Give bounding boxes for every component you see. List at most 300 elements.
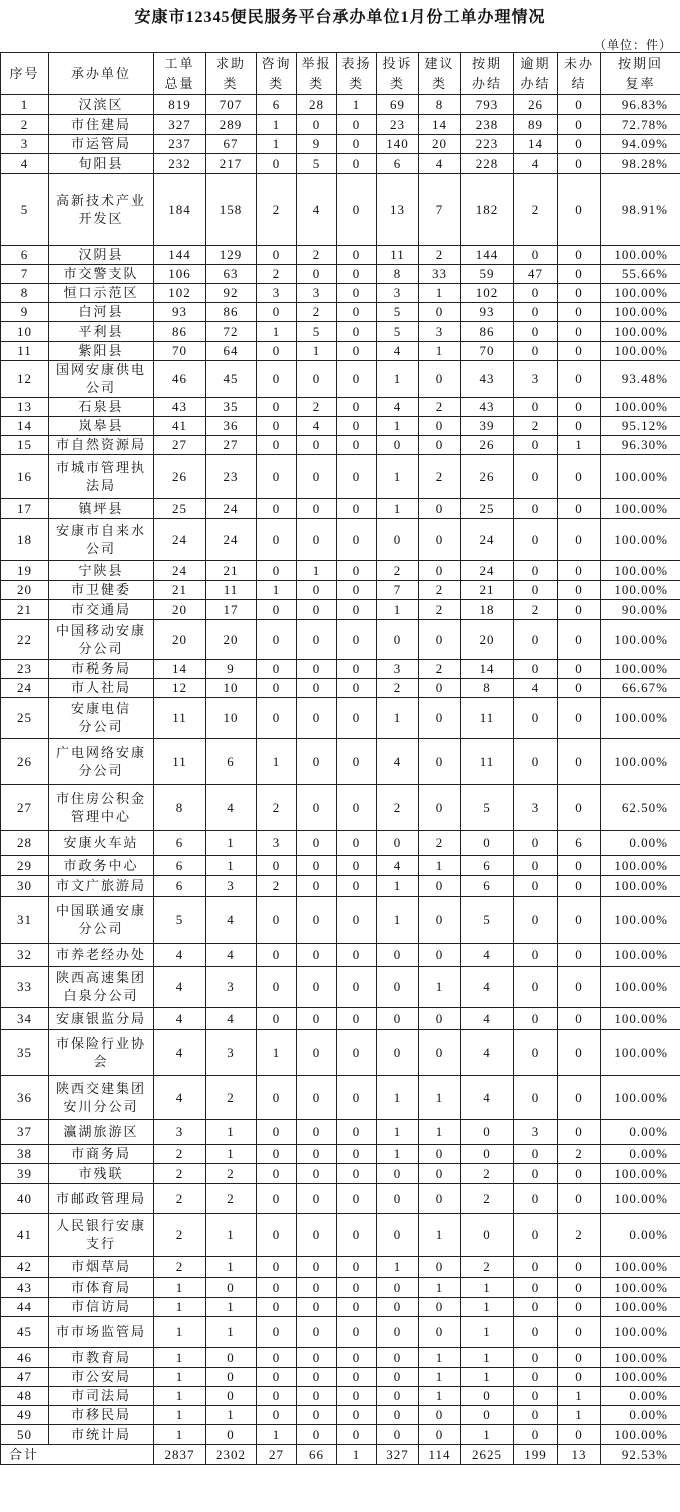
praise-count: 0 [337,265,377,284]
praise-count: 0 [337,499,377,519]
suggestion-count: 0 [419,1425,461,1445]
on-time-rate: 96.30% [601,436,680,455]
unit-name [49,897,154,944]
on-time-count: 8 [461,679,514,698]
table-row [1,284,680,303]
row-no: 22 [1,620,49,660]
row-no: 16 [1,455,49,499]
unfinished-count: 0 [558,1120,601,1145]
report-count: 0 [297,698,337,739]
row-no: 5 [1,174,49,246]
suggestion-count: 1 [419,342,461,361]
complaint-count: 1 [377,361,419,398]
consult-count: 0 [257,1257,297,1278]
sum-help-count: 2302 [206,1445,257,1465]
row-no: 10 [1,322,49,342]
on-time-rate: 98.91% [601,174,680,246]
on-time-rate: 100.00% [601,499,680,519]
on-time-count: 144 [461,246,514,265]
suggestion-count: 0 [419,561,461,581]
on-time-rate: 100.00% [601,739,680,785]
table-row [1,1368,680,1387]
consult-count: 0 [257,1145,297,1164]
total-label: 合计 [1,1445,154,1465]
table-row [1,1257,680,1278]
overdue-count: 0 [514,1257,558,1278]
total-count: 86 [154,322,206,342]
overdue-count: 89 [514,115,558,135]
report-count: 4 [297,174,337,246]
praise-count: 0 [337,1387,377,1406]
unit-name-text: 市运管局 [70,136,131,151]
suggestion-count: 1 [419,284,461,303]
unit-name-text: 市体育局 [70,1279,131,1295]
complaint-count: 4 [377,398,419,417]
report-count: 0 [297,499,337,519]
unfinished-count: 0 [558,1008,601,1030]
praise-count: 0 [337,1184,377,1214]
unfinished-count: 1 [558,1406,601,1425]
praise-count: 0 [337,1425,377,1445]
praise-count: 0 [337,519,377,561]
help-count: 20 [206,620,257,660]
praise-count: 0 [337,1030,377,1076]
suggestion-count: 0 [419,1030,461,1076]
unit-name [49,342,154,361]
row-no: 23 [1,660,49,679]
row-no: 9 [1,303,49,322]
consult-count: 2 [257,785,297,831]
praise-count: 0 [337,698,377,739]
praise-count: 1 [337,95,377,115]
unit-name-text: 中国移动安康分公司 [55,622,146,656]
report-count: 0 [297,856,337,876]
sum-suggestion-count: 114 [419,1445,461,1465]
overdue-count: 0 [514,519,558,561]
row-no: 11 [1,342,49,361]
on-time-count: 0 [461,1214,514,1257]
work-order-table [0,52,680,1465]
on-time-rate: 100.00% [601,660,680,679]
praise-count: 0 [337,284,377,303]
table-row [1,1348,680,1368]
praise-count: 0 [337,944,377,967]
overdue-count: 0 [514,246,558,265]
unit-name [49,620,154,660]
total-count: 26 [154,455,206,499]
total-count: 1 [154,1406,206,1425]
unfinished-count: 0 [558,154,601,174]
consult-count: 0 [257,455,297,499]
unit-name [49,679,154,698]
table-row [1,303,680,322]
overdue-count: 0 [514,1348,558,1368]
suggestion-count: 1 [419,967,461,1008]
consult-count: 0 [257,679,297,698]
total-count: 4 [154,944,206,967]
on-time-count: 1 [461,1317,514,1348]
row-no: 45 [1,1317,49,1348]
row-no: 31 [1,897,49,944]
column-header-label: 未办结 [563,55,594,91]
complaint-count: 0 [377,1298,419,1317]
complaint-count: 2 [377,785,419,831]
sum-overdue-count: 199 [514,1445,558,1465]
overdue-count: 2 [514,600,558,620]
unfinished-count: 0 [558,1368,601,1387]
on-time-count: 39 [461,417,514,436]
total-count: 1 [154,1317,206,1348]
table-row [1,342,680,361]
unfinished-count: 0 [558,561,601,581]
table-row [1,1278,680,1298]
unit-name-text: 汉滨区 [78,96,124,112]
sum-on-time-rate: 92.53% [601,1445,680,1465]
unit-name-text: 宁陕县 [78,562,124,578]
help-count: 3 [206,876,257,897]
unit-name [49,698,154,739]
suggestion-count: 1 [419,1368,461,1387]
unit-name [49,1368,154,1387]
table-row [1,831,680,856]
help-count: 63 [206,265,257,284]
row-no: 4 [1,154,49,174]
praise-count: 0 [337,660,377,679]
unfinished-count: 0 [558,1164,601,1184]
table-row [1,600,680,620]
column-header-label: 承办单位 [70,65,131,81]
table-row [1,1164,680,1184]
suggestion-count: 0 [419,1257,461,1278]
table-header [1,53,680,95]
on-time-count: 5 [461,897,514,944]
complaint-count: 0 [377,1368,419,1387]
unit-name-text: 广电网络安康分公司 [55,744,146,778]
overdue-count: 0 [514,499,558,519]
on-time-count: 26 [461,436,514,455]
overdue-count: 0 [514,1008,558,1030]
overdue-count: 0 [514,831,558,856]
help-count: 3 [206,1030,257,1076]
report-count: 0 [297,1214,337,1257]
help-count: 23 [206,455,257,499]
on-time-count: 5 [461,785,514,831]
column-header-label: 举报类 [301,55,332,91]
overdue-count: 0 [514,660,558,679]
table-row [1,115,680,135]
unit-name-text: 白河县 [78,304,124,319]
on-time-count: 24 [461,519,514,561]
total-count: 4 [154,1076,206,1120]
table-body [1,95,680,1465]
unfinished-count: 0 [558,174,601,246]
on-time-count: 86 [461,322,514,342]
total-count: 327 [154,115,206,135]
consult-count: 1 [257,322,297,342]
overdue-count: 0 [514,1298,558,1317]
unfinished-count: 0 [558,499,601,519]
unit-name-text: 市政务中心 [63,857,139,873]
consult-count: 0 [257,620,297,660]
complaint-count: 11 [377,246,419,265]
unit-name-text: 市商务局 [70,1146,131,1161]
report-count: 28 [297,95,337,115]
overdue-count: 0 [514,1387,558,1406]
header-help [206,53,257,95]
consult-count: 0 [257,361,297,398]
total-count: 46 [154,361,206,398]
consult-count: 0 [257,967,297,1008]
unfinished-count: 0 [558,455,601,499]
suggestion-count: 0 [419,876,461,897]
sum-unfinished-count: 13 [558,1445,601,1465]
unfinished-count: 0 [558,1076,601,1120]
row-no: 18 [1,519,49,561]
unit-name-text: 市养老经办处 [55,947,146,962]
unfinished-count: 0 [558,135,601,154]
praise-count: 0 [337,436,377,455]
unit-name [49,284,154,303]
suggestion-count: 8 [419,95,461,115]
on-time-count: 1 [461,1348,514,1368]
help-count: 10 [206,698,257,739]
overdue-count: 4 [514,154,558,174]
unit-name [49,600,154,620]
total-count: 20 [154,620,206,660]
suggestion-count: 0 [419,361,461,398]
row-no: 3 [1,135,49,154]
help-count: 1 [206,1257,257,1278]
on-time-count: 4 [461,944,514,967]
row-no: 41 [1,1214,49,1257]
unit-name [49,1145,154,1164]
help-count: 1 [206,856,257,876]
suggestion-count: 1 [419,1387,461,1406]
sum-report-count: 66 [297,1445,337,1465]
total-count: 12 [154,679,206,698]
unfinished-count: 0 [558,620,601,660]
suggestion-count: 0 [419,519,461,561]
on-time-rate: 72.78% [601,115,680,135]
unit-name [49,174,154,246]
unit-name-text: 市邮政管理局 [55,1190,146,1206]
unit-name-text: 人民银行安康支行 [55,1218,146,1251]
help-count: 1 [206,831,257,856]
praise-count: 0 [337,361,377,398]
row-no: 39 [1,1164,49,1184]
unit-name [49,1164,154,1184]
on-time-count: 1 [461,1278,514,1298]
on-time-rate: 100.00% [601,581,680,600]
overdue-count: 47 [514,265,558,284]
praise-count: 0 [337,1257,377,1278]
unfinished-count: 0 [558,581,601,600]
praise-count: 0 [337,1317,377,1348]
on-time-count: 223 [461,135,514,154]
report-count: 0 [297,1406,337,1425]
on-time-count: 1 [461,1368,514,1387]
overdue-count: 0 [514,1368,558,1387]
suggestion-count: 33 [419,265,461,284]
on-time-rate: 100.00% [601,561,680,581]
consult-count: 0 [257,342,297,361]
total-count: 1 [154,1278,206,1298]
row-no: 25 [1,698,49,739]
row-no: 48 [1,1387,49,1406]
unfinished-count: 0 [558,265,601,284]
on-time-rate: 100.00% [601,1076,680,1120]
unfinished-count: 0 [558,303,601,322]
row-no: 1 [1,95,49,115]
unit-name-text: 平利县 [78,323,124,339]
praise-count: 0 [337,115,377,135]
help-count: 4 [206,785,257,831]
suggestion-count: 2 [419,246,461,265]
suggestion-count: 2 [419,455,461,499]
consult-count: 0 [257,499,297,519]
help-count: 9 [206,660,257,679]
row-no: 30 [1,876,49,897]
complaint-count: 8 [377,265,419,284]
praise-count: 0 [337,1348,377,1368]
unit-name [49,1120,154,1145]
row-no: 43 [1,1278,49,1298]
complaint-count: 1 [377,1145,419,1164]
header-overdue [514,53,558,95]
overdue-count: 0 [514,303,558,322]
on-time-count: 43 [461,361,514,398]
complaint-count: 0 [377,1425,419,1445]
complaint-count: 0 [377,1278,419,1298]
on-time-count: 0 [461,1120,514,1145]
unit-name-text: 恒口示范区 [63,285,139,300]
unit-name-text: 市税务局 [70,661,131,676]
total-count: 4 [154,967,206,1008]
report-count: 0 [297,1298,337,1317]
complaint-count: 2 [377,561,419,581]
complaint-count: 0 [377,967,419,1008]
total-count: 24 [154,561,206,581]
overdue-count: 0 [514,342,558,361]
row-no: 35 [1,1030,49,1076]
complaint-count: 1 [377,897,419,944]
praise-count: 0 [337,135,377,154]
table-row [1,698,680,739]
unit-name [49,876,154,897]
table-row [1,620,680,660]
help-count: 72 [206,322,257,342]
total-count: 2 [154,1184,206,1214]
total-count: 2 [154,1145,206,1164]
unfinished-count: 2 [558,1214,601,1257]
table-row [1,436,680,455]
row-no: 32 [1,944,49,967]
row-no: 6 [1,246,49,265]
report-count: 0 [297,1145,337,1164]
complaint-count: 0 [377,1348,419,1368]
overdue-count: 2 [514,417,558,436]
total-count: 144 [154,246,206,265]
unit-name [49,1257,154,1278]
unfinished-count: 0 [558,856,601,876]
consult-count: 3 [257,831,297,856]
complaint-count: 2 [377,679,419,698]
column-header-label: 逾期办结 [520,55,551,91]
report-count: 2 [297,246,337,265]
consult-count: 0 [257,1120,297,1145]
table-row [1,876,680,897]
unit-name-text: 石泉县 [78,399,124,414]
overdue-count: 0 [514,581,558,600]
table-row [1,246,680,265]
sum-total-count: 2837 [154,1445,206,1465]
unit-name-text: 岚皋县 [78,418,124,433]
unit-name [49,1008,154,1030]
consult-count: 0 [257,1368,297,1387]
help-count: 0 [206,1278,257,1298]
unit-name-text: 市烟草局 [70,1259,131,1274]
unit-name [49,1387,154,1406]
unit-name [49,944,154,967]
praise-count: 0 [337,561,377,581]
unfinished-count: 2 [558,1145,601,1164]
table-row [1,561,680,581]
on-time-rate: 100.00% [601,1030,680,1076]
consult-count: 0 [257,1278,297,1298]
total-count: 1 [154,1298,206,1317]
unit-name-text: 市卫健委 [70,582,131,597]
report-count: 0 [297,265,337,284]
unfinished-count: 0 [558,660,601,679]
unfinished-count: 1 [558,1387,601,1406]
row-no: 44 [1,1298,49,1317]
unfinished-count: 0 [558,342,601,361]
consult-count: 0 [257,519,297,561]
table-row [1,739,680,785]
consult-count: 0 [257,154,297,174]
suggestion-count: 2 [419,660,461,679]
complaint-count: 0 [377,1030,419,1076]
total-count: 21 [154,581,206,600]
suggestion-count: 0 [419,303,461,322]
suggestion-count: 1 [419,1278,461,1298]
consult-count: 0 [257,561,297,581]
unfinished-count: 0 [558,1278,601,1298]
report-count: 1 [297,561,337,581]
praise-count: 0 [337,785,377,831]
on-time-count: 24 [461,561,514,581]
unit-name-text: 市信访局 [70,1299,131,1314]
praise-count: 0 [337,679,377,698]
praise-count: 0 [337,417,377,436]
table-row [1,1425,680,1445]
report-count: 0 [297,115,337,135]
help-count: 2 [206,1164,257,1184]
praise-count: 0 [337,876,377,897]
unit-name [49,967,154,1008]
praise-count: 0 [337,154,377,174]
on-time-count: 4 [461,1030,514,1076]
total-count: 102 [154,284,206,303]
help-count: 2 [206,1184,257,1214]
report-count: 2 [297,303,337,322]
row-no: 19 [1,561,49,581]
overdue-count: 0 [514,1184,558,1214]
praise-count: 0 [337,303,377,322]
complaint-count: 1 [377,1076,419,1120]
table-row [1,1214,680,1257]
unit-name [49,561,154,581]
